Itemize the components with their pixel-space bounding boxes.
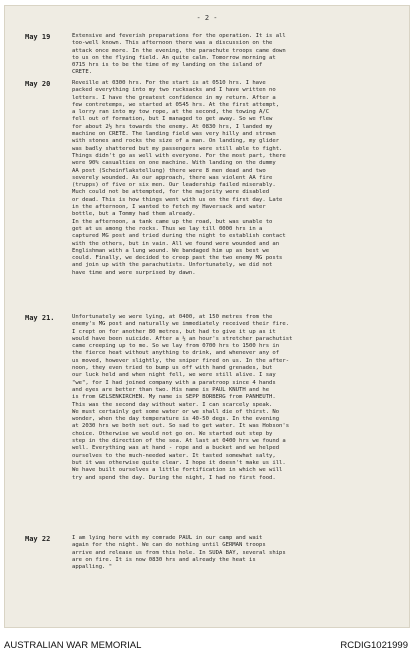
record-id: RCDIG1021999 — [340, 640, 408, 651]
archive-name: AUSTRALIAN WAR MEMORIAL — [4, 640, 142, 651]
page-number: - 2 - — [196, 14, 218, 22]
entry-date: May 20 — [25, 80, 51, 88]
entry-date: May 22 — [25, 535, 51, 543]
entry-text: Reveille at 0300 hrs. For the start is at 0510 hrs. I have packed everything into my two rucksacks and I have written no letters. I have the greatest confidence in my return. After a few contretemps, we started at 0545 hrs. At the first attempt, a lorry ran into my tow rope, at the second, the towing A/C fell out of formation, but I managed to get away. So we flew for about 2½ hrs towards the enemy. At 0830 hrs, I landed my machine on CRETE. The landing field was very hilly and strewn with stones and rocks the size of a man. On landing, my glider was badly shattered but my passengers were still able to fight. Things didn't go as well with everyone. For the most part, there were 90% casualties on one machine. With landing on the dummy AA post (Scheinflakstellung) there were 8 men dead and two severely wounded. As our approach, there was violent AA fire (trupps) of five or six men. Our leadership failed miserably. Much could not be attempted, for the majority were disabled or dead. This is how things went with us on the first day. Late in the afternoon, I wanted to fetch my Haversack and water bottle, but a Tommy had them already. In the afternoon, a tank came up the road, but was unable to get at us among the rocks. Thus we lay till 0000 hrs in a captured MG post and tried during the night to establish contact with the others, but in vain. All we found were wounded and an Englishman with a lung wound. We bandaged him up as best we could. Finally, we decided to creep past the two enemy MG posts and join up with the parachutists. Unfortunately, we did not have time and were surprised by dawn. — [72, 80, 286, 276]
archive-footer — [0, 628, 413, 654]
entry-date: May 21. — [25, 314, 55, 322]
entry-text: Unfortunately we were lying, at 0400, at 150 metres from the enemy's MG post and naturally we immediately received their fire. I crept on for another 80 metres, but had to give it up as it would have been suicide. After a ½ an hour's stretcher parachutist came creeping up to me. So we lay from 0700 hrs to 1500 hrs in the fierce heat without anything to drink, and whenever any of us moved, however slightly, the sniper fired on us. In the after- noon, they even tried to bump us off with hand grenades, but our luck held and when night fell, we were still alive. I say "we", for I had joined company with a paratroop since 4 hands and eyes are better than two. His name is PAUL KNUTH and he is from GELSENKIRCHEN. My name is SEPP BORBERG from PANHEUTH. This was the second day without water. I can scarcely speak. We must certainly get some water or we shall die of thirst. No wonder, when the day temperature is 40-50 degs. In the evening at 2030 hrs we both set out. So sad to get water. It was Hobson's choice. Otherwise we would not go on. We started out step by step in the direction of the sea. At last at 0400 hrs we found a well. Everything was at hand - rope and a bucket and we helped ourselves to the much-needed water. It tasted somewhat salty, but it was otherwise quite clear. I hope it doesn't make us ill. We have built ourselves a little fortification in which we will try and spend the day. During the night, I had no first food. — [72, 314, 293, 481]
entry-text: I am lying here with my comrade PAUL in our camp and wait again for the night. We can do nothing until GERMAN troops arrive and release us from this hole. In SUDA BAY, several ships are on fire. It is now 0830 hrs and already the heat is appalling. " — [72, 535, 286, 571]
document-page — [5, 6, 409, 627]
entry-text: Extensive and feverish preparations for the operation. It is all too-well known. This afternoon there was a discussion on the attack once more. In the evening, the parachute troops came down to us on the flying field. An quite calm. Tomorrow morning at 0715 hrs is to be the time of my landing on the island of CRETE. — [72, 33, 286, 76]
entry-date: May 19 — [25, 33, 51, 41]
